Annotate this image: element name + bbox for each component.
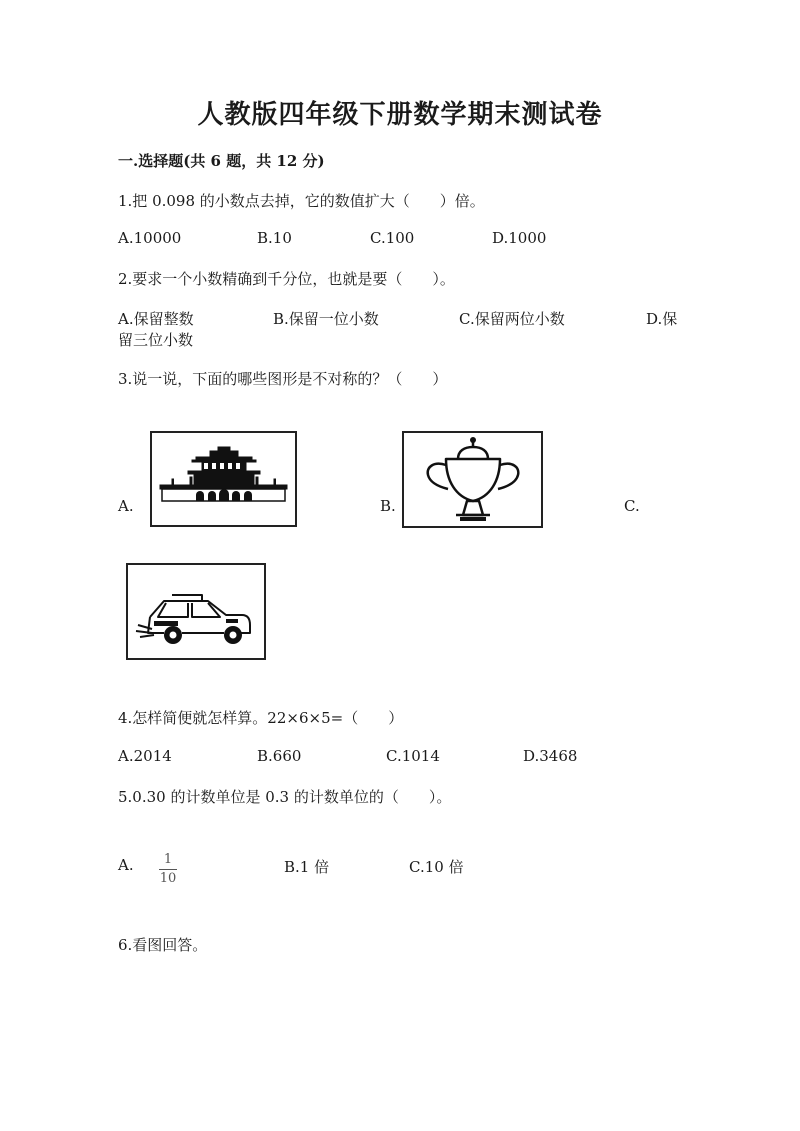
q5-option-b[interactable]: B.1 倍 xyxy=(284,858,330,876)
fraction-bar xyxy=(159,869,177,870)
q1-option-b[interactable]: B.10 xyxy=(257,229,292,247)
section-heading: 一.选择题(共 6 题，共 12 分) xyxy=(118,152,325,170)
car-picture xyxy=(126,563,266,660)
q2-option-c[interactable]: C.保留两位小数 xyxy=(459,310,565,328)
trophy-icon xyxy=(404,433,541,526)
page-title: 人教版四年级下册数学期末测试卷 xyxy=(197,100,603,130)
tiananmen-icon xyxy=(152,433,295,525)
q1-option-c[interactable]: C.100 xyxy=(370,229,415,247)
question-5: 5.0.30 的计数单位是 0.3 的计数单位的（ ）。 xyxy=(118,788,452,806)
q3-option-c[interactable]: C. xyxy=(624,497,640,515)
q5-fraction xyxy=(159,848,177,887)
q3-option-a[interactable]: A. xyxy=(118,497,134,515)
q2-option-b[interactable]: B.保留一位小数 xyxy=(273,310,379,328)
fraction-numerator: 1 xyxy=(163,852,173,867)
q4-option-c[interactable]: C.1014 xyxy=(386,747,440,765)
q4-option-b[interactable]: B.660 xyxy=(257,747,302,765)
q1-option-a[interactable]: A.10000 xyxy=(118,229,182,247)
q4-option-d[interactable]: D.3468 xyxy=(523,747,578,765)
q3-option-b[interactable]: B. xyxy=(380,497,396,515)
question-2: 2.要求一个小数精确到千分位，也就是要（ ）。 xyxy=(118,270,455,288)
question-1: 1.把 0.098 的小数点去掉，它的数值扩大（ ）倍。 xyxy=(118,192,485,210)
car-icon xyxy=(128,565,264,658)
q5-option-a[interactable]: A. xyxy=(118,856,134,874)
question-3: 3.说一说，下面的哪些图形是不对称的？（ ） xyxy=(118,370,448,388)
trophy-picture xyxy=(402,431,543,528)
q2-option-d[interactable]: D.保 xyxy=(646,310,678,328)
q2-option-a[interactable]: A.保留整数 xyxy=(118,310,194,328)
tiananmen-picture xyxy=(150,431,297,527)
question-6: 6.看图回答。 xyxy=(118,936,208,954)
q2-option-d-continued: 留三位小数 xyxy=(118,331,194,349)
q5-option-c[interactable]: C.10 倍 xyxy=(409,858,464,876)
q1-option-d[interactable]: D.1000 xyxy=(492,229,547,247)
fraction-denominator: 10 xyxy=(159,871,177,887)
q4-option-a[interactable]: A.2014 xyxy=(118,747,172,765)
question-4: 4.怎样简便就怎样算。22×6×5=（ ） xyxy=(118,709,404,727)
